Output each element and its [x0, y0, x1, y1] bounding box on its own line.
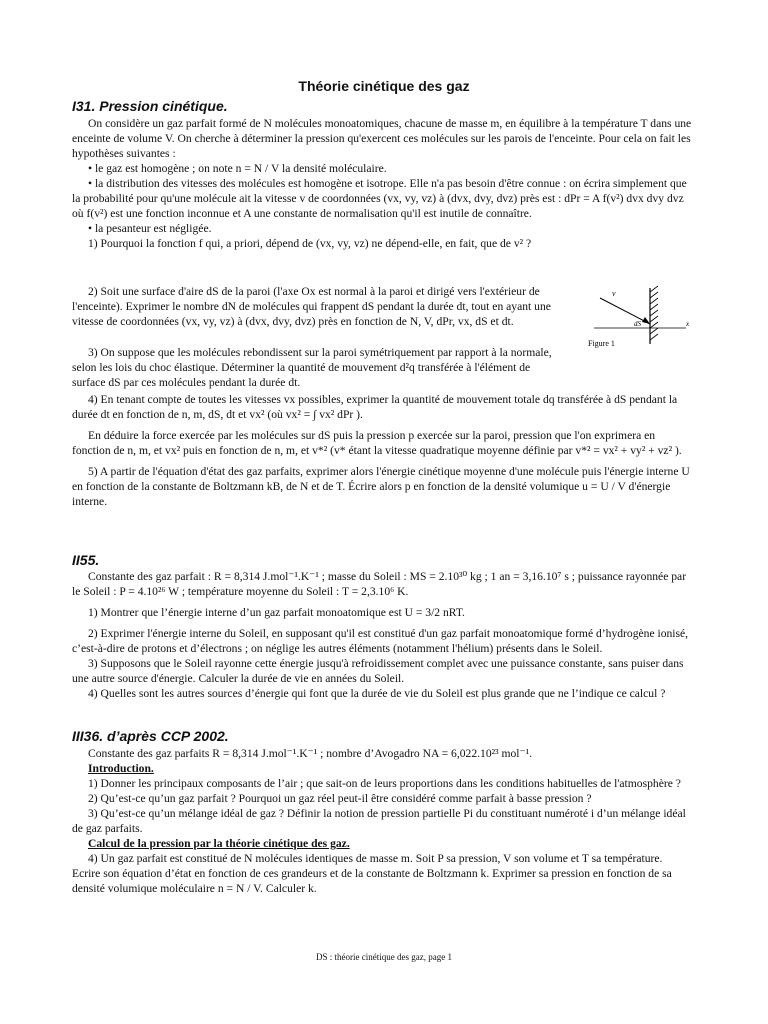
section3-question: 2) Qu’est-ce qu’un gaz parfait ? Pourquoi un gaz réel peut-il être considéré comme parfait à basse pression ?: [88, 792, 592, 805]
section1-paragraph: • la distribution des vitesses des molécules est homogène et isotrope. Elle n'a pas besoin d'être connue : on écrira simplement que la probabilité pour qu'une molécule ait la vitesse v de coordonnées (vx, vy, vz) à (dvx, dvy, dvz) près est : dPr = A f(v²) dvx dvy dvz où f(v²) est une fonction inconnue et A une constante de normalisation qu'il est inutile de connaître.: [72, 177, 687, 220]
section3-question: 1) Donner les principaux composants de l’air ; que sait-on de leurs proportions dans les conditions habituelles de l'atmosphère ?: [88, 777, 681, 790]
section1-q2: [72, 284, 560, 329]
section3-body: [72, 746, 692, 896]
section1-q3: [72, 345, 560, 390]
figure-x-label: x: [686, 320, 690, 328]
section3-heading: III36. d’après CCP 2002.: [72, 728, 229, 744]
section1-paragraph: On considère un gaz parfait formé de N molécules monoatomiques, chacune de masse m, en équilibre à la température T dans une enceinte de volume V. On cherche à déterminer la pression qu'exercent ces molécules sur les parois de l'enceinte. Pour cela on fait les hypothèses suivantes :: [72, 117, 692, 160]
section1-intro: [72, 116, 692, 251]
page-footer: DS : théorie cinétique des gaz, page 1: [316, 952, 452, 962]
section2-heading: II55.: [72, 552, 100, 568]
wall-hatching: [650, 286, 658, 340]
figure-caption: Figure 1: [588, 339, 615, 348]
section3-calc-heading: Calcul de la pression par la théorie cinétique des gaz.: [88, 837, 350, 850]
section1-paragraph: 5) A partir de l'équation d'état des gaz parfaits, exprimer alors l'énergie cinétique moyenne d'une molécule puis l'énergie interne U en fonction de la constante de Boltzmann kB, de N et de T. Écrire alors p en fonction de la densité volumique u = U / V d'énergie interne.: [72, 465, 690, 508]
page-title: Théorie cinétique des gaz: [298, 78, 470, 94]
velocity-arrowhead: [642, 317, 650, 324]
section3-question: 3) Qu’est-ce qu’un mélange idéal de gaz ? Définir la notion de pression partielle Pi du constituant numéroté i d’un mélange idéal de gaz parfaits.: [72, 807, 686, 835]
section1-q4-q5: [72, 392, 692, 509]
section2-body: [72, 569, 692, 701]
velocity-vector: [600, 298, 650, 324]
section1-heading: I31. Pression cinétique.: [72, 98, 228, 114]
section1-paragraph: • la pesanteur est négligée.: [88, 222, 212, 235]
figure-1: [582, 284, 694, 354]
figure-ds-label: dS: [634, 320, 641, 328]
figure-v-label: v: [612, 289, 616, 298]
section2-paragraph: 4) Quelles sont les autres sources d’énergie qui font que la durée de vie du Soleil est plus grande que ne l’indique ce calcul ?: [88, 687, 666, 700]
section1-paragraph: 4) En tenant compte de toutes les vitesses vx possibles, exprimer la quantité de mouvement totale dq transférée à dS pendant la durée dt en fonction de n, m, dS, dt et vx² (où vx² = ∫ vx² dPr ).: [72, 393, 678, 421]
section2-paragraph: 2) Exprimer l'énergie interne du Soleil, en supposant qu'il est constitué d'un gaz parfait monoatomique formé d’hydrogène ionisé, c’est-à-dire de protons et d’électrons ; on néglige les autres éléments (notamment l'hélium) présents dans le Soleil.: [72, 627, 689, 655]
section1-paragraph: En déduire la force exercée par les molécules sur dS puis la pression p exercée sur la paroi, pression que l'on exprimera en fonction de n, m, et vx² puis en fonction de n, m, et v*² (v* étant la vitesse quadratique moyenne définie par v*² = vx² + vy² + vz² ).: [72, 429, 682, 457]
section2-paragraph: 3) Supposons que le Soleil rayonne cette énergie jusqu'à refroidissement complet avec une puissance constante, sans puiser dans une autre source d'énergie. Calculer la durée de vie en années du Soleil.: [72, 657, 684, 685]
section1-paragraph: 1) Pourquoi la fonction f qui, a priori, dépend de (vx, vy, vz) ne dépend-elle, en fait, que de v² ?: [88, 237, 532, 250]
section1-paragraph: 3) On suppose que les molécules rebondissent sur la paroi symétriquement par rapport à la normale, selon les lois du choc élastique. Déterminer la quantité de mouvement d²q transférée à l'élément de surface dS par ces molécules pendant la durée dt.: [72, 346, 552, 389]
section3-intro-heading: Introduction.: [88, 762, 154, 775]
section2-paragraph: 1) Montrer que l’énergie interne d’un gaz parfait monoatomique est U = 3/2 nRT.: [88, 606, 465, 619]
section2-paragraph: Constante des gaz parfait : R = 8,314 J.mol⁻¹.K⁻¹ ; masse du Soleil : MS = 2.10³⁰ kg ; 1 an = 3,16.10⁷ s ; puissance rayonnée par le Soleil : P = 4.10²⁶ W ; température moyenne du Soleil : T = 2,3.10⁶ K.: [72, 570, 687, 598]
section1-paragraph: 2) Soit une surface d'aire dS de la paroi (l'axe Ox est normal à la paroi et dirigé vers l'extérieur de l'enceinte). Exprimer le nombre dN de molécules qui frappent dS pendant la durée dt, tout en ayant une vitesse de coordonnées (vx, vy, vz) à (dvx, dvy, dvz) près en fonction de N, V, dPr, vx, dS et dt.: [72, 285, 551, 328]
section1-paragraph: • le gaz est homogène ; on note n = N / V la densité moléculaire.: [88, 162, 387, 175]
section3-question: 4) Un gaz parfait est constitué de N molécules identiques de masse m. Soit P sa pression, V son volume et T sa température. Ecrire son équation d’état en fonction de ces grandeurs et de la constante de Boltzmann k. Exprimer sa pression en fonction de sa densité volumique moléculaire n = N / V. Calculer k.: [72, 852, 672, 895]
section3-constants: Constante des gaz parfaits R = 8,314 J.mol⁻¹.K⁻¹ ; nombre d’Avogadro NA = 6,022.10²³ mol⁻¹.: [88, 747, 533, 760]
